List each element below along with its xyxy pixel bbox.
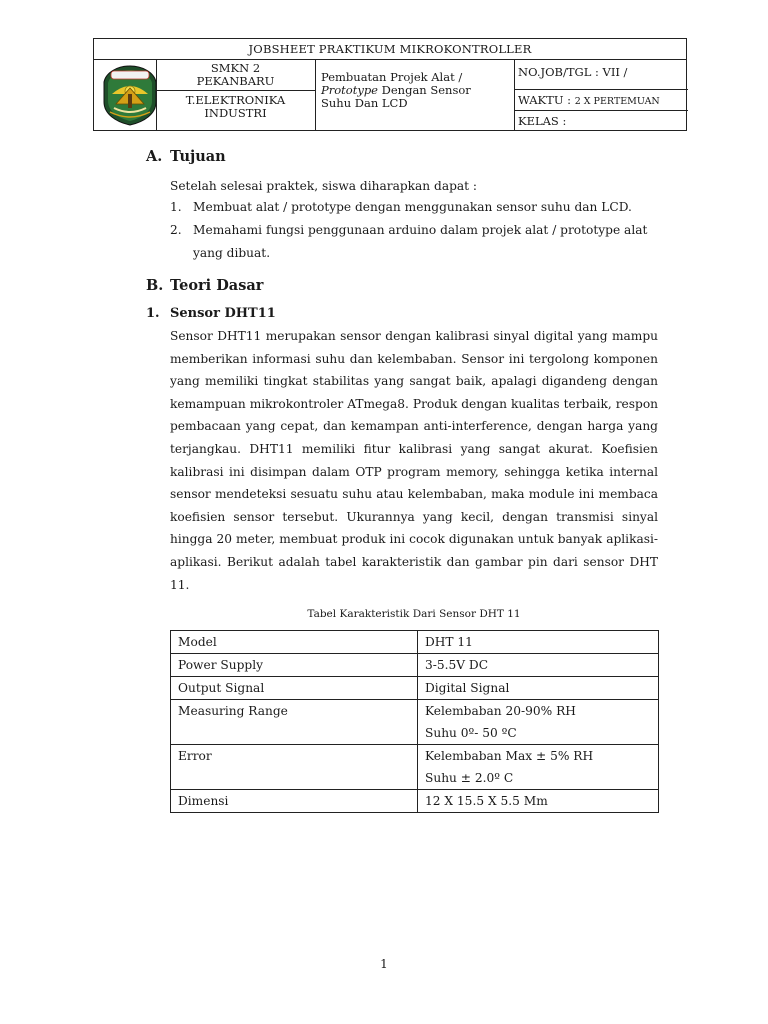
- header-divider: [315, 60, 316, 131]
- waktu-label: WAKTU :: [518, 93, 575, 107]
- section-a-number: A.: [146, 148, 163, 165]
- objective-number: 1.: [170, 200, 182, 214]
- section-b-title: Teori Dasar: [170, 277, 264, 294]
- paragraph-line: terjangkau. DHT11 memiliki fitur kalibrasi yang sangat akurat. Koefisien: [170, 441, 658, 456]
- section-b-heading: [146, 277, 263, 294]
- dht11-paragraph: [170, 325, 658, 596]
- table-cell-value: [418, 700, 659, 745]
- school-name: [156, 62, 315, 88]
- paragraph-line: pembacaan yang cepat, dan kemampan anti-interference, dengan harga yang: [170, 419, 658, 434]
- project-title: [321, 71, 511, 110]
- paragraph-line: kalibrasi ini disimpan dalam OTP program memory, sehingga ketika internal: [170, 464, 658, 479]
- table-cell-value: DHT 11: [418, 631, 659, 654]
- table-cell-line: Suhu 0º- 50 ºC: [425, 726, 517, 740]
- table-cell-key: Power Supply: [171, 654, 418, 677]
- job-number: NO.JOB/TGL : VII /: [518, 65, 628, 79]
- paragraph-line: kemampuan mikrokontroler ATmega8. Produk dengan kualitas terbaik, respon: [170, 396, 658, 411]
- jobsheet-header: [93, 38, 687, 131]
- table-row: [171, 790, 659, 813]
- table-row: [171, 745, 659, 790]
- school-logo: [102, 64, 158, 126]
- paragraph-line: yang memiliki tingkat stabilitas yang sangat baik, apalagi digandeng dengan: [170, 374, 658, 389]
- school-name-line2: PEKANBARU: [196, 74, 275, 88]
- table-cell-key: Error: [171, 745, 418, 790]
- project-title-line3: Suhu Dan LCD: [321, 96, 408, 110]
- header-divider: [514, 60, 515, 131]
- table-cell-value: 12 X 15.5 X 5.5 Mm: [418, 790, 659, 813]
- table-row: [171, 654, 659, 677]
- objective-text: Membuat alat / prototype dengan menggunakan sensor suhu dan LCD.: [193, 200, 632, 214]
- section-a-title: Tujuan: [170, 148, 226, 165]
- header-divider: [156, 90, 315, 91]
- section-a-intro: Setelah selesai praktek, siswa diharapkan dapat :: [170, 179, 478, 193]
- paragraph-line: hingga 20 meter, membuat produk ini cocok digunakan untuk banyak aplikasi-: [170, 532, 658, 547]
- project-title-line1: Pembuatan Projek Alat /: [321, 70, 463, 84]
- table-cell-key: Model: [171, 631, 418, 654]
- table-cell-line: Suhu ± 2.0º C: [425, 771, 514, 785]
- section-b-number: B.: [146, 277, 164, 294]
- paragraph-line: 11.: [170, 577, 190, 592]
- dht11-spec-table: [170, 630, 659, 813]
- paragraph-line: koefisien sensor tersebut. Ukurannya yang kecil, dengan transmisi sinyal: [170, 509, 658, 524]
- table-cell-key: Dimensi: [171, 790, 418, 813]
- header-divider: [514, 110, 688, 111]
- table-cell-line: Kelembaban 20-90% RH: [425, 704, 576, 718]
- table-row: [171, 631, 659, 654]
- header-divider: [514, 89, 688, 90]
- paragraph-line: memberikan informasi suhu dan kelembaban. Sensor ini tergolong komponen: [170, 351, 658, 366]
- table-caption: Tabel Karakteristik Dari Sensor DHT 11: [307, 608, 521, 620]
- table-cell-value: Digital Signal: [418, 677, 659, 700]
- project-title-line2-rest: Dengan Sensor: [378, 83, 471, 97]
- table-cell-line: Kelembaban Max ± 5% RH: [425, 749, 594, 763]
- kelas-field: KELAS :: [518, 114, 567, 128]
- objective-text-continued: yang dibuat.: [193, 246, 271, 260]
- objective-number: 2.: [170, 223, 182, 237]
- objective-text: Memahami fungsi penggunaan arduino dalam projek alat / prototype alat: [193, 223, 648, 237]
- subsection-number: 1.: [146, 306, 160, 321]
- subsection-title: Sensor DHT11: [170, 306, 276, 321]
- table-cell-key: Measuring Range: [171, 700, 418, 745]
- table-row: [171, 700, 659, 745]
- school-name-line1: SMKN 2: [210, 61, 261, 75]
- table-cell-key: Output Signal: [171, 677, 418, 700]
- department-line2: INDUSTRI: [204, 106, 267, 120]
- paragraph-line: Sensor DHT11 merupakan sensor dengan kalibrasi sinyal digital yang mampu: [170, 329, 658, 343]
- page-number: 1: [380, 957, 388, 971]
- waktu-value: 2 X PERTEMUAN: [574, 96, 660, 107]
- project-title-italic: Prototype: [321, 83, 378, 97]
- paragraph-line: sensor mendeteksi sesuatu suhu atau kelembaban, maka module ini membaca: [170, 487, 658, 502]
- department-line1: T.ELEKTRONIKA: [185, 93, 286, 107]
- waktu-field: [518, 94, 660, 108]
- department-name: [156, 94, 315, 120]
- table-cell-value: [418, 745, 659, 790]
- jobsheet-title: JOBSHEET PRAKTIKUM MIKROKONTROLLER: [94, 39, 686, 60]
- table-cell-value: 3-5.5V DC: [418, 654, 659, 677]
- paragraph-line: aplikasi. Berikut adalah tabel karakteristik dan gambar pin dari sensor DHT: [170, 554, 658, 569]
- section-a-heading: [146, 148, 226, 165]
- subsection-heading: [146, 306, 276, 321]
- table-row: [171, 677, 659, 700]
